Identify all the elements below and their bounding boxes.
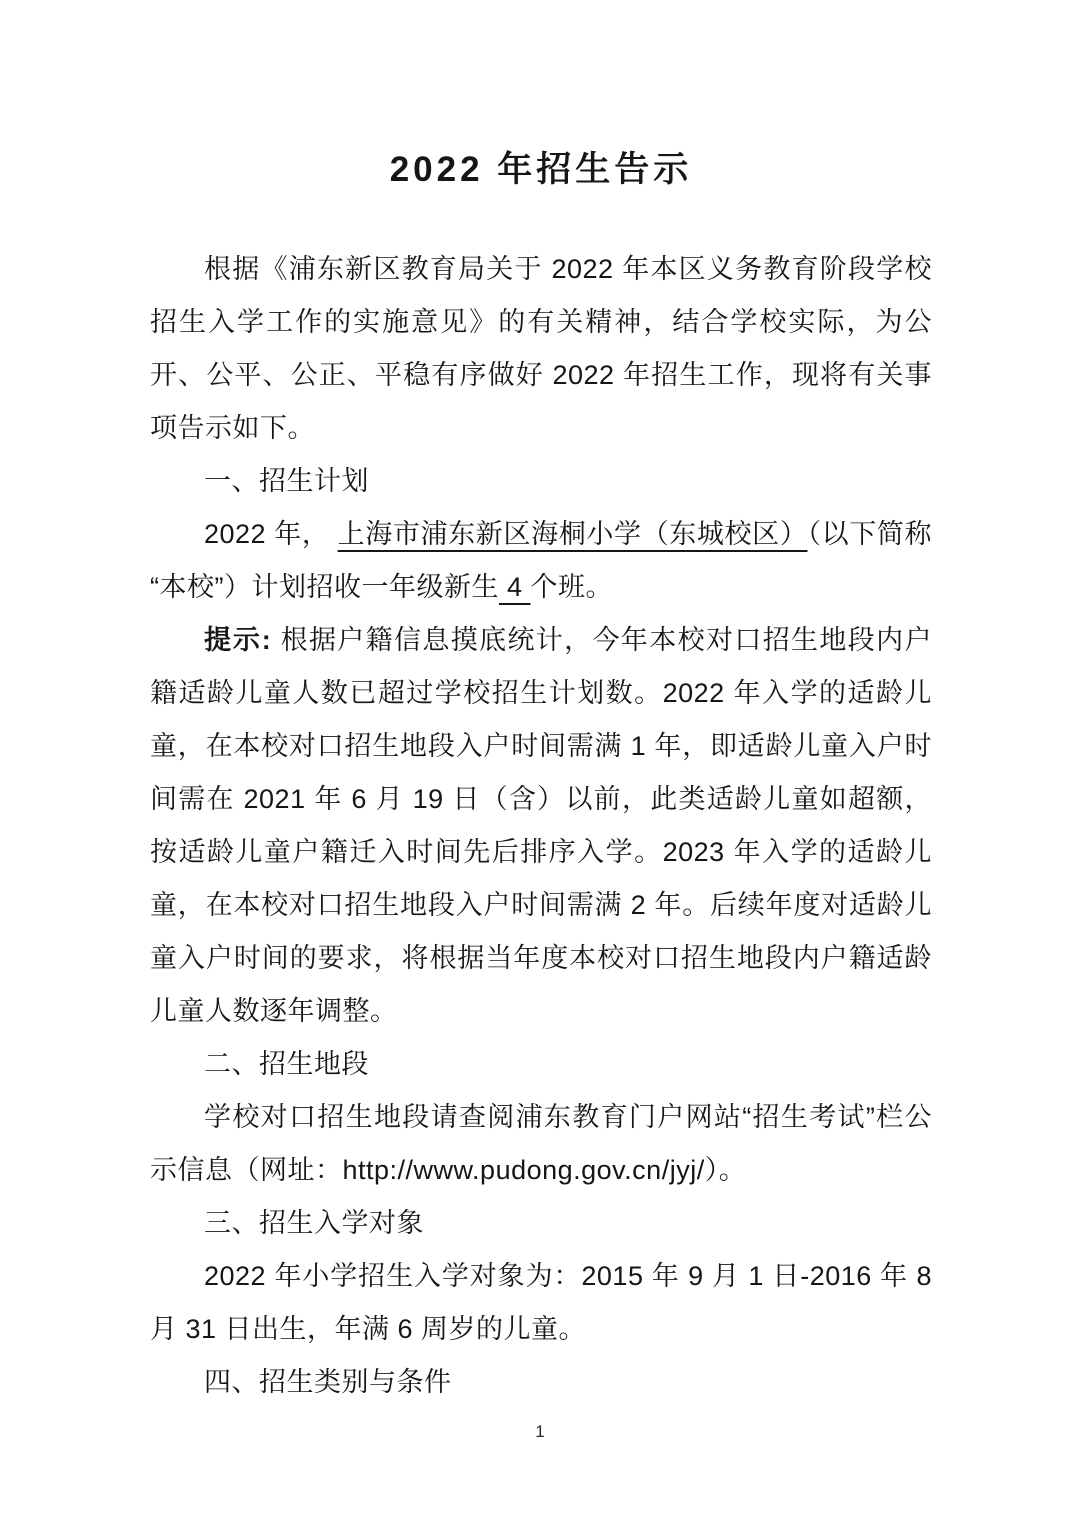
section4-heading: 四、招生类别与条件: [204, 1367, 452, 1397]
section1-heading: 一、招生计划: [204, 466, 369, 496]
section3-heading: 三、招生入学对象: [204, 1208, 424, 1238]
tips-label: 提示:: [204, 625, 272, 655]
class-count-underlined: 4: [498, 572, 531, 602]
section2-heading: 二、招生地段: [204, 1049, 369, 1079]
enrollment-plan-paragraph: [150, 508, 932, 614]
school-name-underlined: 上海市浦东新区海桐小学（东城校区）: [337, 519, 808, 549]
tips-paragraph: [150, 614, 932, 1038]
plan-text-before: 2022 年，: [204, 519, 338, 549]
tips-text: 根据户籍信息摸底统计，今年本校对口招生地段内户籍适龄儿童人数已超过学校招生计划数。2022 年入学的适龄儿童，在本校对口招生地段入户时间需满 1 年，即适龄儿童入户时间需在 2021 年 6 月 19 日（含）以前，此类适龄儿童如超额，按适龄儿童户籍迁入时间先后排序入学。2023 年入学的适龄儿童，在本校对口招生地段入户时间需满 2 年。后续年度对适龄儿童入户时间的要求，将根据当年度本校对口招生地段内户籍适龄儿童人数逐年调整。: [150, 625, 932, 1026]
section2-paragraph: 学校对口招生地段请查阅浦东教育门户网站“招生考试”栏公示信息（网址：http://www.pudong.gov.cn/jyj/）。: [150, 1102, 932, 1185]
plan-text-after: 个班。: [530, 572, 614, 602]
page-number: 1: [535, 1422, 545, 1441]
plan-text-middle: （以下简称“本校”）计划招收一年级新生: [150, 519, 933, 602]
document-title: 2022 年招生告示: [389, 150, 693, 189]
section3-paragraph: 2022 年小学招生入学对象为：2015 年 9 月 1 日-2016 年 8 月 31 日出生，年满 6 周岁的儿童。: [150, 1261, 932, 1344]
intro-paragraph: 根据《浦东新区教育局关于 2022 年本区义务教育阶段学校招生入学工作的实施意见》的有关精神，结合学校实际，为公开、公平、公正、平稳有序做好 2022 年招生工作，现将有关事项告示如下。: [150, 254, 932, 443]
